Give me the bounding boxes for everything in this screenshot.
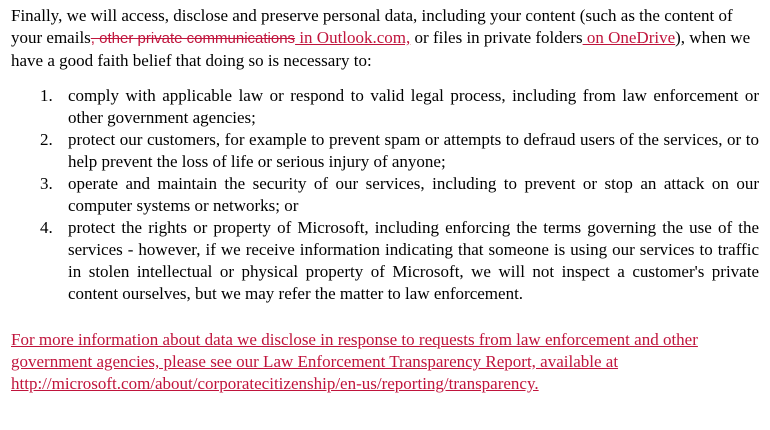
list-item bbox=[11, 85, 759, 129]
intro-text-3: ), when we have a good faith belief that doing so is necessary to: bbox=[11, 28, 751, 70]
list-number: 4. bbox=[40, 218, 53, 237]
list-number: 1. bbox=[40, 86, 53, 105]
intro-text-1: Finally, we will access, disclose and preserve personal data, including your content (such as the content of your emails bbox=[11, 6, 733, 47]
inserted-text-onedrive: on OneDrive bbox=[582, 28, 676, 47]
list-item-text: operate and maintain the security of our services, including to prevent or stop an attack on our computer systems or networks; or bbox=[68, 174, 759, 215]
list-item bbox=[11, 129, 759, 173]
deleted-text: , other private communications bbox=[90, 30, 296, 47]
intro-paragraph bbox=[11, 5, 759, 72]
intro-text-2: or files in private folders bbox=[410, 28, 583, 47]
list-item bbox=[11, 173, 759, 217]
numbered-list bbox=[11, 85, 759, 305]
list-item-text: comply with applicable law or respond to valid legal process, including from law enforcement or other government agencies; bbox=[68, 86, 759, 127]
list-item-text: protect our customers, for example to prevent spam or attempts to defraud users of the services, or to help prevent the loss of life or serious injury of anyone; bbox=[68, 130, 759, 171]
list-item bbox=[11, 217, 759, 305]
inserted-text-outlook: in Outlook.com, bbox=[295, 28, 411, 47]
list-item-text: protect the rights or property of Microsoft, including enforcing the terms governing the use of the services - however, if we receive information indicating that someone is using our services to traffic in stolen intellectual or physical property of Microsoft, we will not inspect a customer's private content ourselves, but we may refer the matter to law enforcement. bbox=[68, 218, 759, 303]
document-body bbox=[11, 5, 759, 395]
footer-inserted-paragraph: For more information about data we disclose in response to requests from law enforcement and other government agencies, please see our Law Enforcement Transparency Report, available at http://microsoft.com/about/corporatecitizenship/en-us/reporting/transparency. bbox=[11, 330, 698, 393]
list-number: 2. bbox=[40, 130, 53, 149]
list-number: 3. bbox=[40, 174, 53, 193]
